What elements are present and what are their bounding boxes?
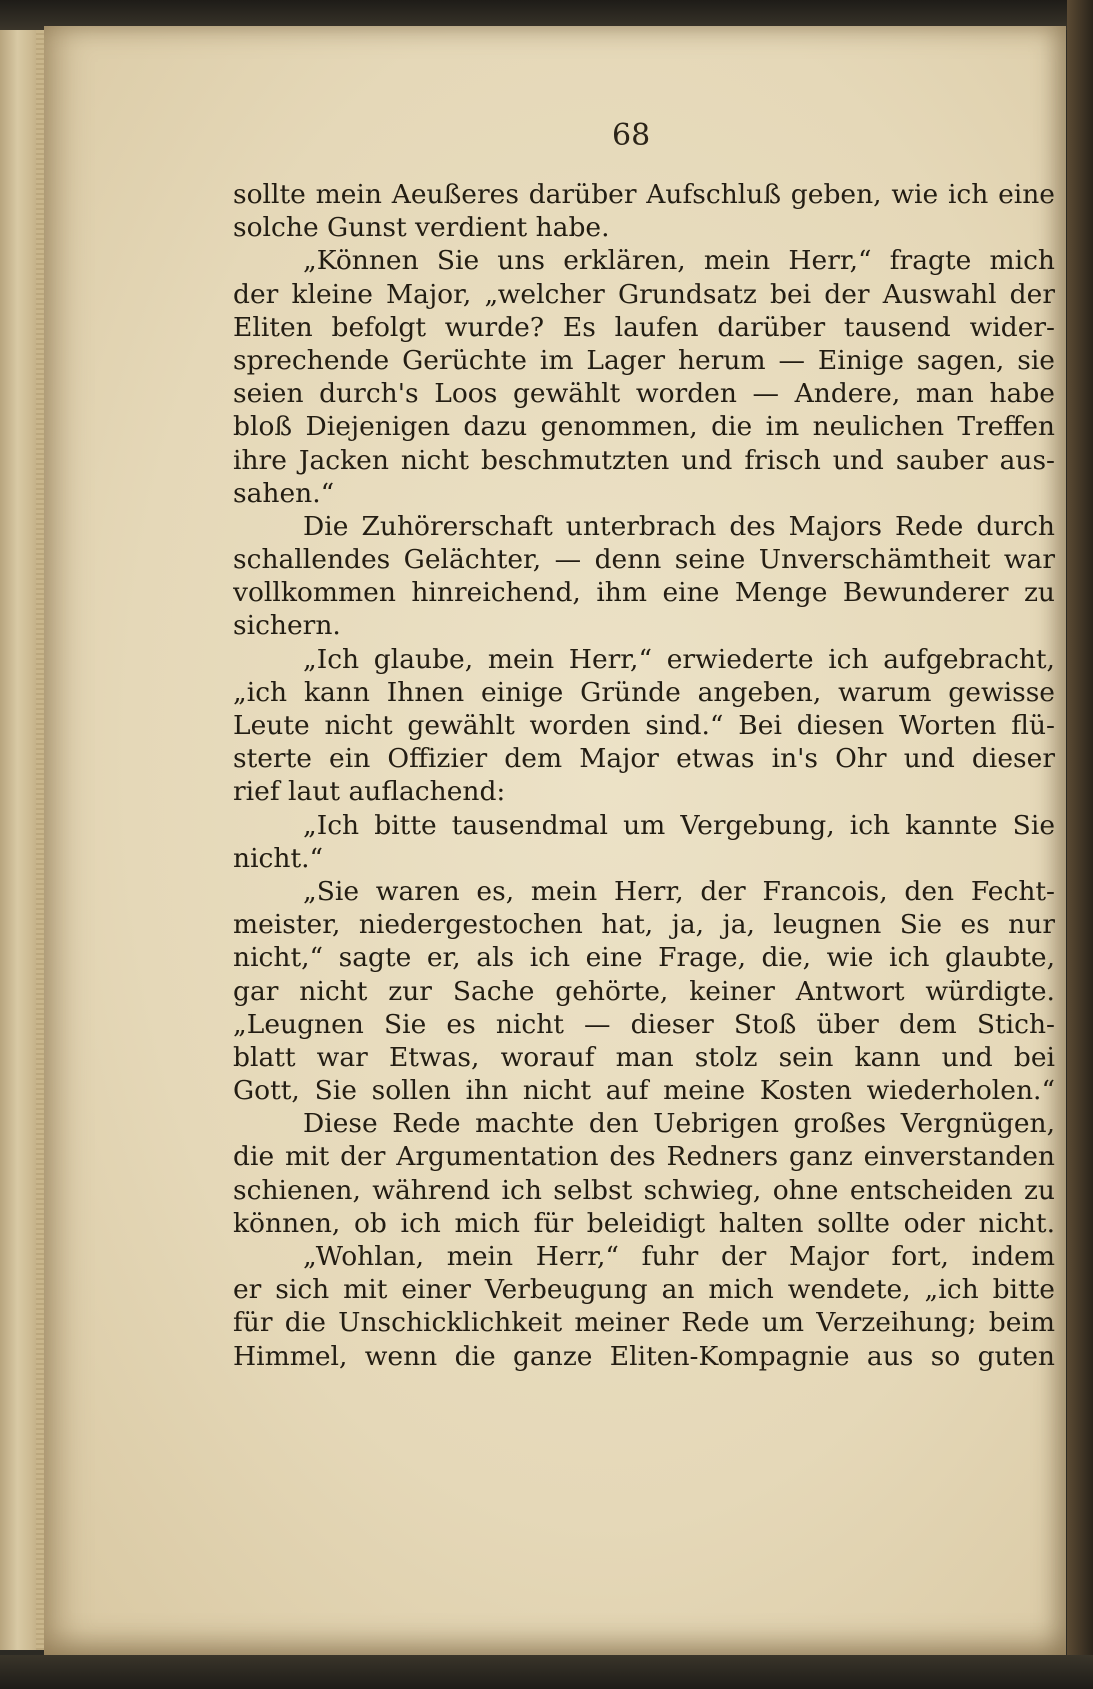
text-line: der kleine Major, „welcher Grundsatz bei der Auswahl der — [233, 278, 1055, 310]
page-number: 68 — [612, 118, 651, 153]
text-line: ihre Jacken nicht beschmutzten und frisch und sauber aus- — [233, 444, 1055, 476]
text-line: „Ich glaube, mein Herr,“ erwiederte ich aufgebracht, — [303, 643, 1055, 675]
text-line: können, ob ich mich für beleidigt halten sollte oder nicht. — [233, 1207, 1055, 1239]
text-line: „Wohlan, mein Herr,“ fuhr der Major fort, indem — [303, 1241, 1055, 1272]
text-line: „Ich bitte tausendmal um Vergebung, ich kannte Sie — [303, 809, 1055, 841]
text-line: sahen.“ — [233, 477, 335, 509]
text-line: gar nicht zur Sache gehörte, keiner Antwort würdigte. — [233, 975, 1055, 1007]
text-line: sterte ein Offizier dem Major etwas in's Ohr und dieser — [233, 743, 1055, 775]
text-line: für die Unschicklichkeit meiner Rede um Verzeihung; beim — [233, 1307, 1055, 1339]
text-line: er sich mit einer Verbeugung an mich wendete, „ich bitte — [233, 1274, 1055, 1306]
text-line: nicht.“ — [233, 842, 324, 874]
text-line: nicht,“ sagte er, als ich eine Frage, die, wie ich glaubte, — [233, 942, 1055, 974]
text-line: meister, niedergestochen hat, ja, ja, leugnen Sie es nur — [233, 909, 1055, 941]
text-line: Eliten befolgt wurde? Es laufen darüber tausend wider- — [233, 311, 1055, 343]
text-line: Die Zuhörerschaft unterbrach des Majors Rede durch — [303, 510, 1055, 542]
text-line: Gott, Sie sollen ihn nicht auf meine Kosten wiederholen.“ — [233, 1075, 1055, 1107]
text-line: solche Gunst verdient habe. — [233, 212, 610, 244]
text-line: Leute nicht gewählt worden sind.“ Bei diesen Worten flü- — [233, 710, 1055, 741]
text-line: sichern. — [233, 610, 341, 642]
text-line: Himmel, wenn die ganze Eliten-Kompagnie aus so guten — [233, 1340, 1055, 1372]
text-line: vollkommen hinreichend, ihm eine Menge Bewunderer zu — [233, 577, 1055, 609]
text-line: seien durch's Loos gewählt worden — Andere, man habe — [233, 378, 1055, 410]
text-line: „Sie waren es, mein Herr, der Francois, den Fecht- — [303, 875, 1055, 907]
text-line: die mit der Argumentation des Redners ganz einverstanden — [233, 1141, 1055, 1173]
text-line: „ich kann Ihnen einige Gründe angeben, warum gewisse — [233, 676, 1055, 708]
book-spine-edge — [1067, 0, 1093, 1689]
text-line: sprechende Gerüchte im Lager herum — Einige sagen, sie — [233, 344, 1055, 376]
text-line: schallendes Gelächter, — denn seine Unverschämtheit war — [233, 544, 1055, 576]
text-line: „Leugnen Sie es nicht — dieser Stoß über dem Stich- — [233, 1008, 1055, 1040]
book-bottom-edge — [0, 1655, 1093, 1689]
text-line: schienen, während ich selbst schwieg, ohne entscheiden zu — [233, 1174, 1055, 1206]
book-page-edges — [0, 30, 44, 1650]
text-line: sollte mein Aeußeres darüber Aufschluß geben, wie ich eine — [233, 179, 1055, 210]
text-line: Diese Rede machte den Uebrigen großes Vergnügen, — [303, 1108, 1055, 1140]
text-line: „Können Sie uns erklären, mein Herr,“ fragte mich — [303, 245, 1055, 277]
body-text — [233, 178, 1055, 1373]
text-line: bloß Diejenigen dazu genommen, die im neulichen Treffen — [233, 411, 1055, 443]
text-line: blatt war Etwas, worauf man stolz sein kann und bei — [233, 1041, 1055, 1073]
text-line: rief laut auflachend: — [233, 776, 506, 808]
